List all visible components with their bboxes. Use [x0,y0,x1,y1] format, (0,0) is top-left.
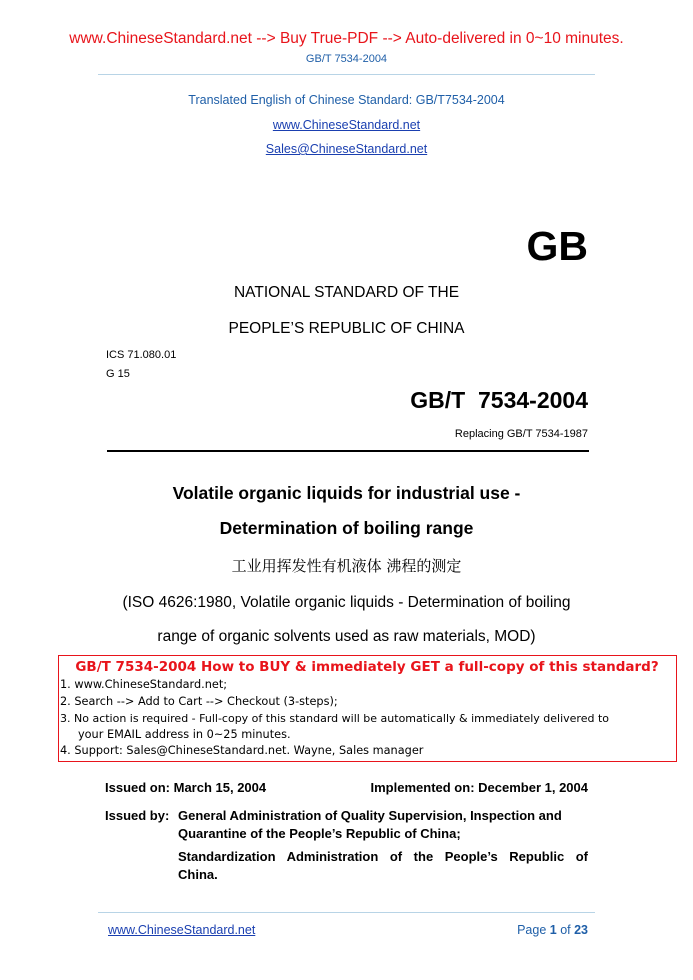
issued-on: Issued on: March 15, 2004 [105,780,267,795]
header-email-link[interactable]: Sales@ChineseStandard.net [265,142,428,156]
issuer-1-line-2: Quarantine of the People’s Republic of China; [178,826,461,841]
g-class: G 15 [106,368,130,380]
header-divider [98,74,595,75]
buy-info-box [58,655,677,762]
replacing-note: Replacing GB/T 7534-1987 [454,428,588,440]
footer-website-link[interactable]: www.ChineseStandard.net [108,923,256,937]
standard-number: GB/T 7534-2004 [410,387,588,413]
header-email-wrap [0,142,693,156]
footer-divider [98,912,595,913]
issuer-2-line-2: China. [178,867,218,882]
title-line-2: Determination of boiling range [219,518,474,538]
buy-step-1: 1. www.ChineseStandard.net; [60,678,228,691]
iso-line-1: (ISO 4626:1980, Volatile organic liquids - Determination of boiling [122,594,571,611]
chinese-title: 工业用挥发性有机液体 沸程的测定 [231,557,462,575]
buy-step-3-cont: your EMAIL address in 0~25 minutes. [60,728,291,741]
buy-step-4: 4. Support: Sales@ChineseStandard.net. Wayne, Sales manager [60,744,424,757]
iso-line-2: range of organic solvents used as raw materials, MOD) [157,628,536,645]
footer-website-wrap [108,923,255,937]
translated-note: Translated English of Chinese Standard: GB/T7534-2004 [188,93,505,107]
national-line-1: NATIONAL STANDARD OF THE [233,284,460,301]
page-total: 23 [574,923,588,937]
ics-code: ICS 71.080.01 [106,349,177,361]
header-website-link[interactable]: www.ChineseStandard.net [272,118,421,132]
implemented-on: Implemented on: December 1, 2004 [370,780,588,795]
page-prefix: Page [517,923,550,937]
issued-by-label: Issued by: [105,808,170,823]
header-std-code: GB/T 7534-2004 [305,53,388,65]
promo-banner: www.ChineseStandard.net --> Buy True-PDF --> Auto-delivered in 0~10 minutes. [69,30,624,47]
buy-step-3: 3. No action is required - Full-copy of this standard will be automatically & immediately delivered to [60,712,609,725]
buy-box-title: GB/T 7534-2004 How to BUY & immediately GET a full-copy of this standard? [75,659,659,675]
page-indicator [420,923,588,937]
issuer-2-line-1: Standardization Administration of the People’s Republic of [178,849,588,864]
title-divider [107,450,589,452]
buy-step-2: 2. Search --> Add to Cart --> Checkout (3-steps); [60,695,338,708]
page-of: of [556,923,575,937]
national-line-2: PEOPLE’S REPUBLIC OF CHINA [228,320,465,337]
title-line-1: Volatile organic liquids for industrial use - [172,483,521,503]
issuer-1-line-1: General Administration of Quality Supervision, Inspection and [178,808,562,823]
page-current: 1 [549,923,557,937]
gb-mark: GB [526,223,588,269]
header-website-wrap [0,118,693,132]
